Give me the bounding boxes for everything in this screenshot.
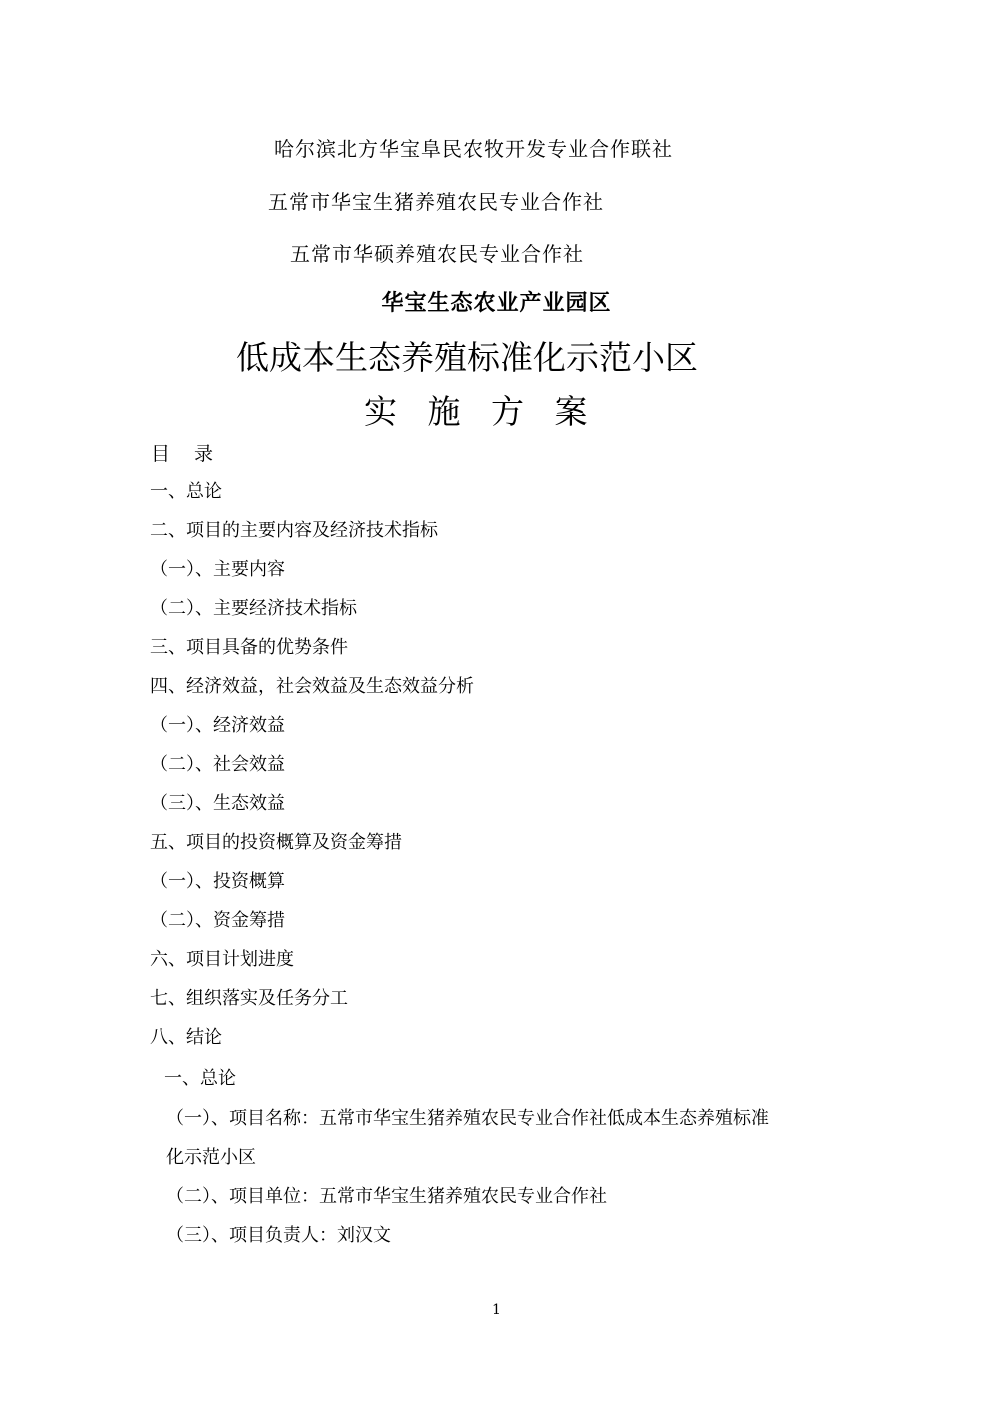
toc-item: （二）、社会效益 xyxy=(150,754,285,775)
document-title: 低成本生态养殖标准化示范小区 xyxy=(236,338,698,377)
toc-heading xyxy=(151,439,237,466)
organization-line-1: 哈尔滨北方华宝阜民农牧开发专业合作联社 xyxy=(274,137,673,161)
toc-item: （二）、主要经济技术指标 xyxy=(150,598,357,619)
project-name-line-1: （一）、项目名称：五常市华宝生猪养殖农民专业合作社低成本生态养殖标准 xyxy=(166,1108,769,1129)
toc-item: （二）、资金筹措 xyxy=(150,910,285,931)
project-unit: （二）、项目单位：五常市华宝生猪养殖农民专业合作社 xyxy=(166,1186,607,1207)
toc-item: （三）、生态效益 xyxy=(150,793,285,814)
toc-item: （一）、经济效益 xyxy=(150,715,285,736)
toc-item: 八、结论 xyxy=(150,1027,222,1048)
page-number: 1 xyxy=(492,1302,501,1318)
toc-item: （一）、投资概算 xyxy=(150,871,285,892)
toc-item: 五、项目的投资概算及资金筹措 xyxy=(150,832,402,853)
toc-heading-char-1: 目 xyxy=(151,443,171,465)
toc-item: 一、总论 xyxy=(150,481,222,502)
plan-title: 实 施 方 案 xyxy=(364,392,598,431)
table-of-contents xyxy=(150,478,474,1063)
toc-item: 三、项目具备的优势条件 xyxy=(150,637,348,658)
project-name-line-2: 化示范小区 xyxy=(166,1147,256,1168)
section-heading: 一、总论 xyxy=(164,1068,236,1089)
toc-item: 七、组织落实及任务分工 xyxy=(150,988,348,1009)
park-title: 华宝生态农业产业园区 xyxy=(381,291,612,316)
toc-item: 四、经济效益，社会效益及生态效益分析 xyxy=(150,676,474,697)
toc-heading-char-2: 录 xyxy=(194,443,214,465)
organization-line-2: 五常市华宝生猪养殖农民专业合作社 xyxy=(268,190,604,214)
toc-item: （一）、主要内容 xyxy=(150,559,285,580)
organization-line-3: 五常市华硕养殖农民专业合作社 xyxy=(290,242,584,266)
section-details xyxy=(166,1099,866,1255)
toc-item: 六、项目计划进度 xyxy=(150,949,294,970)
toc-item: 二、项目的主要内容及经济技术指标 xyxy=(150,520,438,541)
project-leader: （三）、项目负责人：刘汉文 xyxy=(166,1225,391,1246)
